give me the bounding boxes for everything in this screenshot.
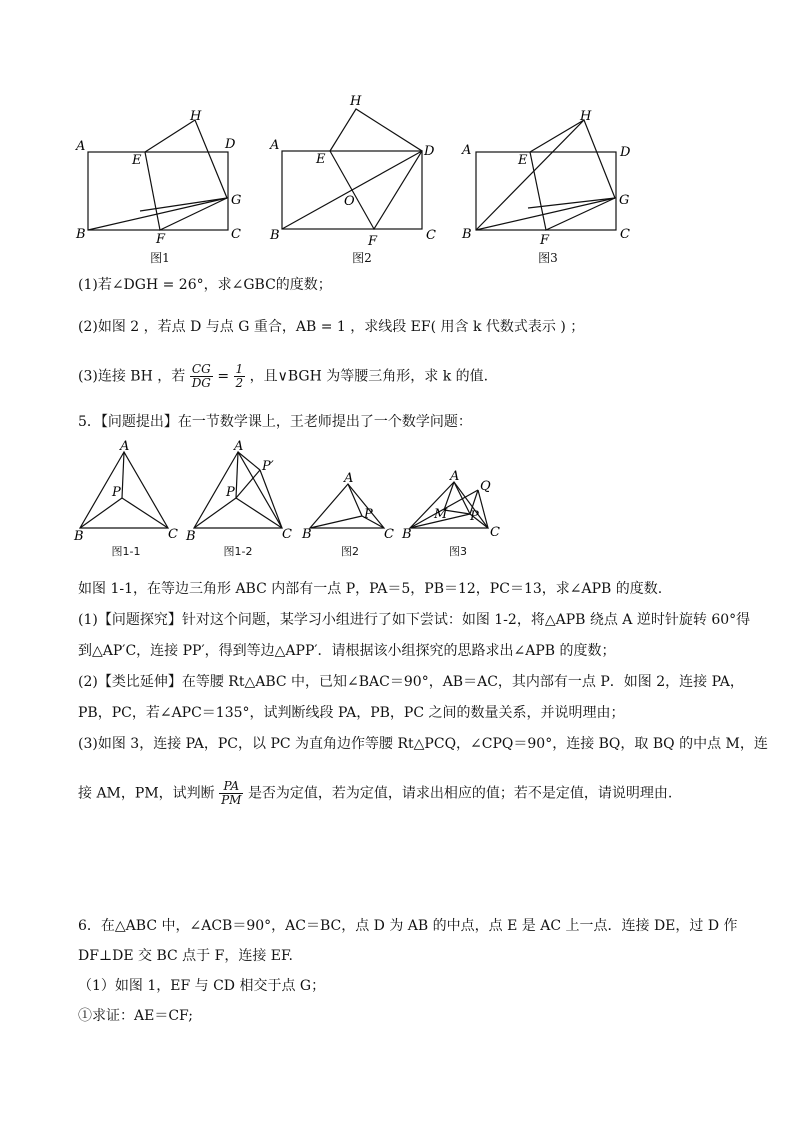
q6-line-3: （1）如图 1，EF 与 CD 相交于点 G； xyxy=(78,978,326,994)
q6-line-1: 6．在△ABC 中，∠ACB＝90°，AC＝BC，点 D 为 AB 的中点，点 E 是 AC 上一点．连接 DE，过 D 作 xyxy=(78,918,738,934)
q4-part-3-tail: ，且∨BGH 为等腰三角形，求 k 的值. xyxy=(249,368,489,385)
q4-frac-den: DG xyxy=(191,376,211,390)
q5-figure-1-1-svg xyxy=(72,439,182,544)
q5-part-3-tail: 是否为定值，若为定值，请求出相应的值；若不是定值，请说明理由. xyxy=(247,785,673,802)
q5-part-1-line-1: (1)【问题探究】针对这个问题，某学习小组进行了如下尝试：如图 1-2，将△APB 绕点 A 逆时针旋转 60°得 xyxy=(78,612,751,628)
figure-1-caption: 图1 xyxy=(150,251,170,265)
q5-figure-1-1 xyxy=(72,439,182,544)
q5f12-label-P2: P′ xyxy=(262,459,274,474)
fig2-label-D: D xyxy=(424,144,435,159)
figure-1 xyxy=(70,108,260,247)
fig1-label-E: E xyxy=(132,153,142,168)
q4-equals: = xyxy=(217,368,230,385)
fig1-label-C: C xyxy=(231,227,241,242)
fig2-label-F: F xyxy=(368,234,378,249)
q4-fraction-cg-dg xyxy=(190,363,213,390)
figure-3-caption: 图3 xyxy=(538,251,558,265)
q5-part-2-line-1: (2)【类比延伸】在等腰 Rt△ABC 中，已知∠BAC＝90°，AB＝AC，其内部有一点 P．如图 2，连接 PA， xyxy=(78,674,744,690)
q5-figure-1-2-caption: 图1-2 xyxy=(223,545,253,558)
figure-1-svg xyxy=(70,108,260,247)
fig1-label-H: H xyxy=(190,109,202,124)
q5-title: 5．【问题提出】在一节数学课上，王老师提出了一个数学问题： xyxy=(78,414,472,430)
q5-frac-den: PM xyxy=(221,793,242,807)
q5-part-2-line-2: PB，PC，若∠APC＝135°，试判断线段 PA，PB，PC 之间的数量关系，并说明理由； xyxy=(78,705,625,721)
fig3-label-D: D xyxy=(620,145,631,160)
q5f11-label-B: B xyxy=(74,529,84,544)
q5-figure-2-caption: 图2 xyxy=(341,545,359,558)
q4-part-3-lead: (3)连接 BH ，若 xyxy=(78,368,186,385)
q4-half-den: 2 xyxy=(235,376,244,390)
fig2-label-O: O xyxy=(344,194,355,209)
fig3-label-G: G xyxy=(619,193,630,208)
q5f11-label-A: A xyxy=(120,439,130,454)
q5-figure-3-caption: 图3 xyxy=(449,545,467,558)
q5-frac-num: PA xyxy=(219,780,243,794)
fig1-label-F: F xyxy=(156,232,166,247)
q5f3-label-M: M xyxy=(434,507,448,522)
q5f12-label-A: A xyxy=(234,439,244,454)
figure-3-svg xyxy=(458,108,648,248)
fig3-label-A: A xyxy=(462,143,472,158)
fig2-label-H: H xyxy=(350,94,362,109)
figure-2 xyxy=(264,93,454,249)
figure-3 xyxy=(458,108,648,248)
fig3-label-E: E xyxy=(518,153,528,168)
q5f2-label-B: B xyxy=(302,527,312,542)
figure-2-caption: 图2 xyxy=(352,251,372,265)
q5f2-label-A: A xyxy=(344,471,354,486)
q5-figure-3-svg xyxy=(402,470,507,540)
q5f12-label-P: P xyxy=(226,485,235,500)
fig3-label-C: C xyxy=(620,227,630,242)
q5f11-label-P: P xyxy=(112,485,121,500)
q5-figure-2 xyxy=(302,470,397,540)
fig2-label-A: A xyxy=(270,138,280,153)
q5f3-label-C: C xyxy=(490,525,500,540)
q5f3-label-P: P xyxy=(470,509,479,524)
q5-fraction-pa-pm xyxy=(219,780,243,807)
fig3-label-F: F xyxy=(540,233,550,248)
q5-figure-2-svg xyxy=(302,470,397,540)
q6-line-2: DF⊥DE 交 BC 点于 F，连接 EF. xyxy=(78,948,293,964)
q5-part-3-line-2 xyxy=(78,780,672,807)
q4-part-1: (1)若∠DGH = 26°，求∠GBC的度数； xyxy=(78,277,332,293)
q4-fraction-half xyxy=(234,363,246,390)
figure-2-svg xyxy=(264,93,454,249)
q4-half-num: 1 xyxy=(235,362,244,376)
q4-frac-num: CG xyxy=(190,363,213,377)
q5-figure-3 xyxy=(402,470,507,540)
q5-part-3-line-1: (3)如图 3，连接 PA，PC，以 PC 为直角边作等腰 Rt△PCQ，∠CPQ＝90°，连接 BQ，取 BQ 的中点 M，连 xyxy=(78,736,768,752)
q5f11-label-C: C xyxy=(168,527,178,542)
fig3-label-H: H xyxy=(580,109,592,124)
fig2-label-B: B xyxy=(270,228,280,243)
fig1-label-G: G xyxy=(231,193,242,208)
q4-part-3 xyxy=(78,363,488,390)
fig1-label-A: A xyxy=(76,139,86,154)
q5f12-label-B: B xyxy=(186,529,196,544)
q5f2-label-P: P xyxy=(364,507,373,522)
fig2-label-C: C xyxy=(426,228,436,243)
q5-part-3-lead: 接 AM，PM，试判断 xyxy=(78,785,215,802)
fig1-label-D: D xyxy=(225,137,236,152)
q5f2-label-C: C xyxy=(384,527,394,542)
q6-line-4: ①求证：AE＝CF; xyxy=(78,1008,193,1024)
q5-intro: 如图 1-1，在等边三角形 ABC 内部有一点 P，PA＝5，PB＝12，PC＝13，求∠APB 的度数. xyxy=(78,581,663,597)
q5f3-label-A: A xyxy=(450,469,460,484)
q5-figure-1-2-svg xyxy=(182,439,297,544)
q5f12-label-C: C xyxy=(282,527,292,542)
q5-figure-1-2 xyxy=(182,439,297,544)
q5-figure-1-1-caption: 图1-1 xyxy=(111,545,141,558)
q5f3-label-Q: Q xyxy=(480,479,491,494)
fig2-label-E: E xyxy=(316,152,326,167)
fig1-label-B: B xyxy=(76,227,86,242)
q5-part-1-line-2: 到△AP′C，连接 PP′，得到等边△APP′．请根据该小组探究的思路求出∠APB 的度数； xyxy=(78,643,616,659)
q5f3-label-B: B xyxy=(402,527,412,542)
fig3-label-B: B xyxy=(462,227,472,242)
q4-part-2: (2)如图 2 ，若点 D 与点 G 重合，AB = 1 ，求线段 EF( 用含 k 代数式表示 ) ； xyxy=(78,319,585,335)
